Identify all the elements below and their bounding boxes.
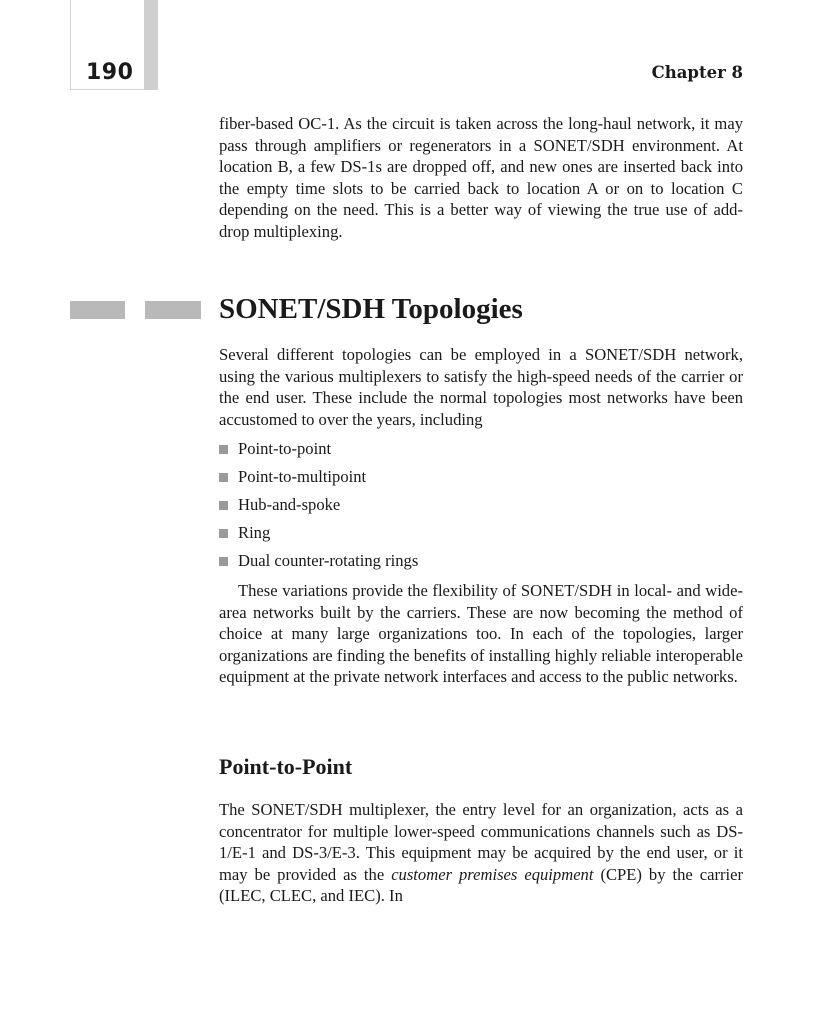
section-heading-block	[219, 293, 743, 325]
intro-paragraph: fiber-based OC-1. As the circuit is taken across the long-haul network, it may pass through amplifiers or regenerators in a SONET/SDH environment. At location B, a few DS-1s are dropped off, and new ones are inserted back into the empty time slots to be carried back to location A or on to location C depending on the need. This is a better way of viewing the true use of add-drop multiplexing.	[219, 114, 743, 241]
topology-list	[219, 435, 743, 575]
cpe-term: customer premises equipment	[391, 864, 594, 884]
list-item: Dual counter-rotating rings	[219, 547, 743, 575]
section-paragraph-1: Several different topologies can be employed in a SONET/SDH network, using the various multiplexers to satisfy the high-speed needs of the carrier or the end user. These include the normal topologies most networks have been accustomed to over the years, including	[219, 345, 743, 429]
chapter-label: Chapter 8	[651, 63, 743, 82]
bullet-square-icon	[219, 529, 228, 538]
bullet-square-icon	[219, 557, 228, 566]
bullet-square-icon	[219, 445, 228, 454]
subsection-paragraph: The SONET/SDH multiplexer, the entry level for an organization, acts as a concentrator for multiple lower-speed communications channels such as DS-1/E-1 and DS-3/E-3. This equipment may be acquired by the end user, or it may be provided as the customer premises equipment (CPE) by the carrier (ILEC, CLEC, and IEC). In	[219, 800, 743, 905]
section-body	[219, 344, 743, 688]
list-item: Point-to-point	[219, 435, 743, 463]
bullet-square-icon	[219, 501, 228, 510]
page-number: 190	[86, 60, 134, 85]
list-item: Hub-and-spoke	[219, 491, 743, 519]
list-item: Point-to-multipoint	[219, 463, 743, 491]
list-item: Ring	[219, 519, 743, 547]
section-marker-left	[70, 301, 125, 319]
intro-block	[219, 113, 743, 242]
section-marker-right	[145, 301, 201, 319]
bullet-square-icon	[219, 473, 228, 482]
subsection-heading-block	[219, 754, 743, 780]
header-gray-bar	[144, 0, 158, 90]
section-paragraph-2: These variations provide the flexibility of SONET/SDH in local- and wide-area networks built by the carriers. These are now becoming the method of choice at many large organizations too. In each of the topologies, larger organizations are finding the benefits of installing highly reliable interoperable equipment at the private network interfaces and access to the public networks.	[219, 581, 743, 686]
subsection-body	[219, 799, 743, 907]
section-title: SONET/SDH Topologies	[219, 293, 523, 325]
subsection-title: Point-to-Point	[219, 754, 353, 779]
